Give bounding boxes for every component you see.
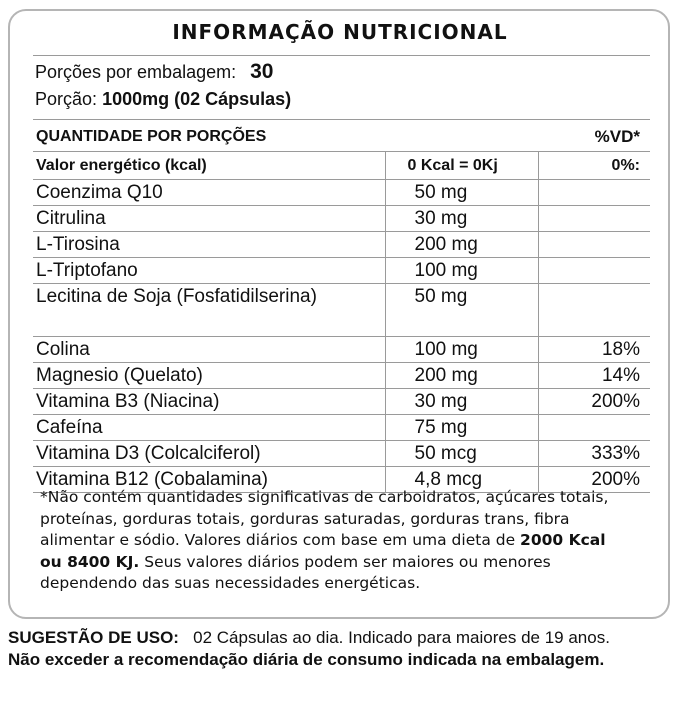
servings-per-package — [35, 60, 273, 84]
nutrient-amount: 200 mg — [385, 232, 538, 258]
servings-per-package-label: Porções por embalagem: — [35, 62, 237, 82]
table-row — [33, 232, 650, 258]
energy-label: Valor energético (kcal) — [33, 152, 385, 180]
nutrient-name: Coenzima Q10 — [33, 180, 385, 206]
nutrient-name: L-Triptofano — [33, 258, 385, 284]
nutrient-name: Vitamina B12 (Cobalamina) — [33, 467, 385, 493]
table-row — [33, 441, 650, 467]
nutrient-dv: 200% — [538, 467, 650, 493]
panel-title: INFORMAÇÃO NUTRICIONAL — [172, 20, 508, 44]
table-row — [33, 415, 650, 441]
nutrient-dv: 200% — [538, 389, 650, 415]
nutrient-dv — [538, 284, 650, 337]
nutrient-amount: 50 mg — [385, 284, 538, 337]
header-amount: QUANTIDADE POR PORÇÕES — [33, 123, 538, 152]
footnote-text: *Não contém quantidades significativas de carboidratos, açúcares totais, proteínas, gorduras totais, gorduras saturadas, gorduras trans, fibra alimentar e sódio. Valores diários com base em uma dieta de — [40, 488, 609, 549]
nutrient-dv — [538, 258, 650, 284]
divider — [33, 55, 650, 56]
table-row — [33, 258, 650, 284]
table-row — [33, 363, 650, 389]
table-row — [33, 337, 650, 363]
divider — [33, 119, 650, 120]
serving-size-value: 1000mg (02 Cápsulas) — [102, 89, 292, 109]
nutrient-amount: 30 mg — [385, 389, 538, 415]
table-row — [33, 180, 650, 206]
nutrient-amount: 30 mg — [385, 206, 538, 232]
nutrient-amount: 4,8 mcg — [385, 467, 538, 493]
nutrient-dv — [538, 206, 650, 232]
nutrient-dv — [538, 415, 650, 441]
nutrient-name: Lecitina de Soja (Fosfatidilserina) — [33, 284, 385, 337]
nutrient-amount: 200 mg — [385, 363, 538, 389]
nutrient-amount: 100 mg — [385, 258, 538, 284]
nutrient-dv: 14% — [538, 363, 650, 389]
nutrient-name: Vitamina D3 (Colcalciferol) — [33, 441, 385, 467]
usage-suggestion — [8, 628, 610, 648]
nutrient-dv: 18% — [538, 337, 650, 363]
nutrient-amount: 50 mg — [385, 180, 538, 206]
nutrient-amount: 100 mg — [385, 337, 538, 363]
serving-size-label: Porção: — [35, 89, 98, 109]
servings-per-package-value: 30 — [250, 60, 274, 83]
footnote — [40, 487, 630, 595]
energy-dv: 0%: — [538, 152, 650, 180]
nutrient-dv — [538, 232, 650, 258]
usage-label: SUGESTÃO DE USO: — [8, 628, 179, 647]
energy-row — [33, 152, 650, 180]
nutrient-dv — [538, 180, 650, 206]
nutrient-dv: 333% — [538, 441, 650, 467]
table-header-row — [33, 123, 650, 152]
nutrient-name: Citrulina — [33, 206, 385, 232]
nutrient-name: L-Tirosina — [33, 232, 385, 258]
usage-text: 02 Cápsulas ao dia. Indicado para maiores de 19 anos. — [193, 628, 610, 647]
nutrient-name: Cafeína — [33, 415, 385, 441]
serving-size — [35, 89, 291, 110]
table-row — [33, 206, 650, 232]
header-dv: %VD* — [538, 123, 650, 152]
consumption-warning: Não exceder a recomendação diária de consumo indicada na embalagem. — [8, 650, 605, 669]
nutrient-name: Vitamina B3 (Niacina) — [33, 389, 385, 415]
energy-value: 0 Kcal = 0Kj — [385, 152, 538, 180]
nutrition-table — [33, 123, 650, 493]
nutrient-amount: 75 mg — [385, 415, 538, 441]
nutrient-name: Magnesio (Quelato) — [33, 363, 385, 389]
table-row — [33, 284, 650, 337]
footnote-text-end: Seus valores diários podem ser maiores ou menores dependendo das suas necessidades energéticas. — [40, 552, 551, 592]
nutrient-amount: 50 mcg — [385, 441, 538, 467]
table-row — [33, 389, 650, 415]
footnote-diet-reference: 2000 Kcal ou 8400 KJ. — [40, 531, 606, 571]
nutrient-name: Colina — [33, 337, 385, 363]
